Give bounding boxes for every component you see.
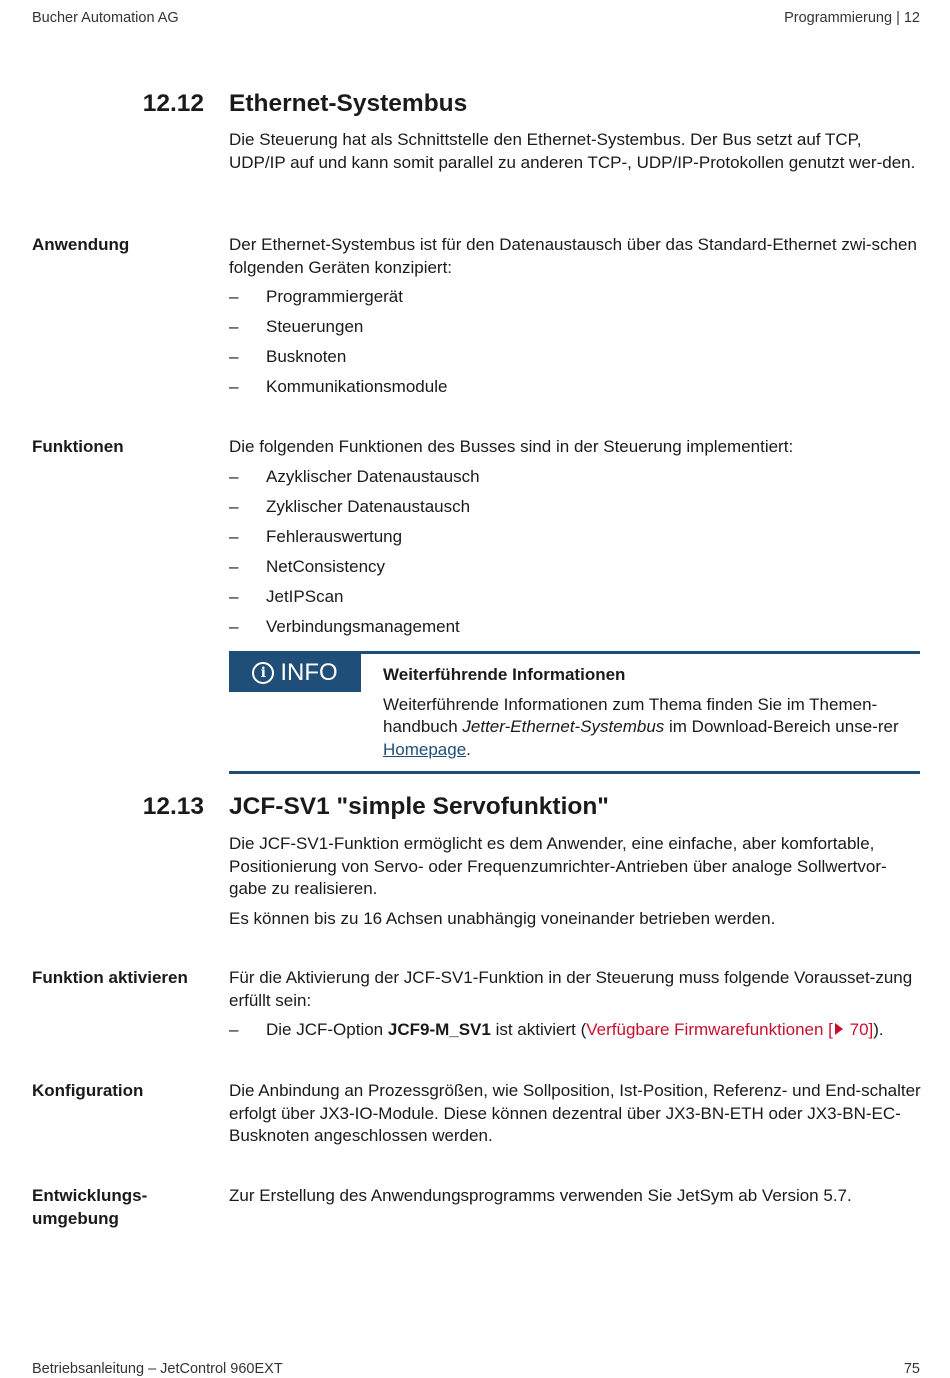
entwicklung-text: Zur Erstellung des Anwendungsprogramms verwenden Sie JetSym ab Version 5.7.	[229, 1186, 852, 1205]
list-item: – Zyklischer Datenaustausch	[229, 496, 471, 516]
list-item: – JetIPScan	[229, 586, 344, 606]
section-intro	[229, 833, 921, 930]
list-item: – Busknoten	[229, 347, 347, 366]
list-item: – NetConsistency	[229, 556, 386, 576]
list-item: – Verbindungsmanagement	[229, 616, 460, 636]
list-item: – Kommunikationsmodule	[229, 377, 448, 396]
konfiguration-text: Die Anbindung an Prozessgrößen, wie Sollposition, Ist-Position, Referenz- und End-schalter erfolgt über JX3-IO-Module. Diese können dezentral über JX3-BN-ETH oder JX3-BN-EC-Busknoten angeschlossen werden.	[229, 1081, 921, 1145]
info-handbook-title: Jetter-Ethernet-Systembus	[462, 717, 665, 736]
homepage-link[interactable]: Homepage	[383, 739, 467, 759]
info-badge-label: INFO	[280, 659, 338, 686]
intro-paragraph: Die JCF-SV1-Funktion ermöglicht es dem Anwender, eine einfache, aber komfortable, Positionierung von Servo- oder Frequenzumrichter-Antrieben über analoge Sollwertvor-gabe zu realisieren.	[229, 834, 887, 898]
aktivieren-text: Für die Aktivierung der JCF-SV1-Funktion in der Steuerung muss folgende Vorausset-zung erfüllt sein:	[229, 968, 913, 1010]
funktionen-block	[229, 436, 921, 646]
info-box	[229, 651, 920, 775]
anwendung-list	[229, 286, 921, 406]
firmware-functions-xref[interactable]: Verfügbare Firmwarefunktionen [ 70]	[586, 1020, 874, 1039]
list-item: – Steuerungen	[229, 317, 364, 336]
anwendung-block	[229, 234, 921, 406]
side-label-funktionen: Funktionen	[32, 437, 124, 456]
info-badge	[229, 654, 361, 692]
section-number: 12.13	[142, 793, 204, 820]
footer-page-number: 75	[903, 1361, 920, 1377]
side-label-funktion-aktivieren: Funktion aktivieren	[32, 968, 188, 987]
section-title: JCF-SV1 "simple Servofunktion"	[229, 793, 609, 820]
side-label-konfiguration: Konfiguration	[32, 1081, 144, 1100]
header-chapter: Programmierung | 12	[784, 10, 920, 26]
side-label-anwendung: Anwendung	[32, 235, 130, 254]
funktionen-list	[229, 466, 921, 646]
aktivieren-block	[229, 967, 921, 1049]
footer-document-title: Betriebsanleitung – JetControl 960EXT	[32, 1361, 283, 1377]
info-text: Weiterführende Informationen zum Thema finden Sie im Themen-handbuch Jetter-Ethernet-Systembus im Download-Bereich unse-rer Homepage.	[383, 694, 899, 759]
info-circle-icon: i	[252, 662, 274, 684]
intro-paragraph: Die Steuerung hat als Schnittstelle den Ethernet-Systembus. Der Bus setzt auf TCP, UDP/IP auf und kann somit parallel zu anderen TCP-, UDP/IP-Protokollen genutzt wer-den.	[229, 130, 916, 172]
intro-paragraph: Es können bis zu 16 Achsen unabhängig voneinander betrieben werden.	[229, 908, 776, 928]
konfiguration-block	[229, 1080, 921, 1148]
info-content	[383, 664, 920, 761]
list-item: – Die JCF-Option JCF9-M_SV1 ist aktiviert (Verfügbare Firmwarefunktionen [ 70]).	[229, 1020, 884, 1039]
entwicklung-block	[229, 1185, 921, 1208]
info-title: Weiterführende Informationen	[383, 665, 626, 684]
section-number: 12.12	[142, 90, 204, 117]
section-title: Ethernet-Systembus	[229, 90, 468, 117]
anwendung-text: Der Ethernet-Systembus ist für den Datenaustausch über das Standard-Ethernet zwi-schen folgenden Geräten konzipiert:	[229, 235, 917, 277]
page-ref-arrow-icon	[835, 1023, 843, 1035]
section-intro	[229, 129, 921, 174]
funktionen-text: Die folgenden Funktionen des Busses sind in der Steuerung implementiert:	[229, 437, 794, 456]
info-bottom-rule	[229, 771, 920, 774]
aktivieren-list	[229, 1019, 921, 1049]
list-item: – Azyklischer Datenaustausch	[229, 466, 480, 486]
list-item: – Fehlerauswertung	[229, 526, 403, 546]
header-company: Bucher Automation AG	[32, 10, 179, 26]
list-item: – Programmiergerät	[229, 287, 403, 306]
side-label-entwicklungsumgebung: Entwicklungs- umgebung	[32, 1186, 148, 1228]
jcf-option-name: JCF9-M_SV1	[387, 1020, 491, 1039]
